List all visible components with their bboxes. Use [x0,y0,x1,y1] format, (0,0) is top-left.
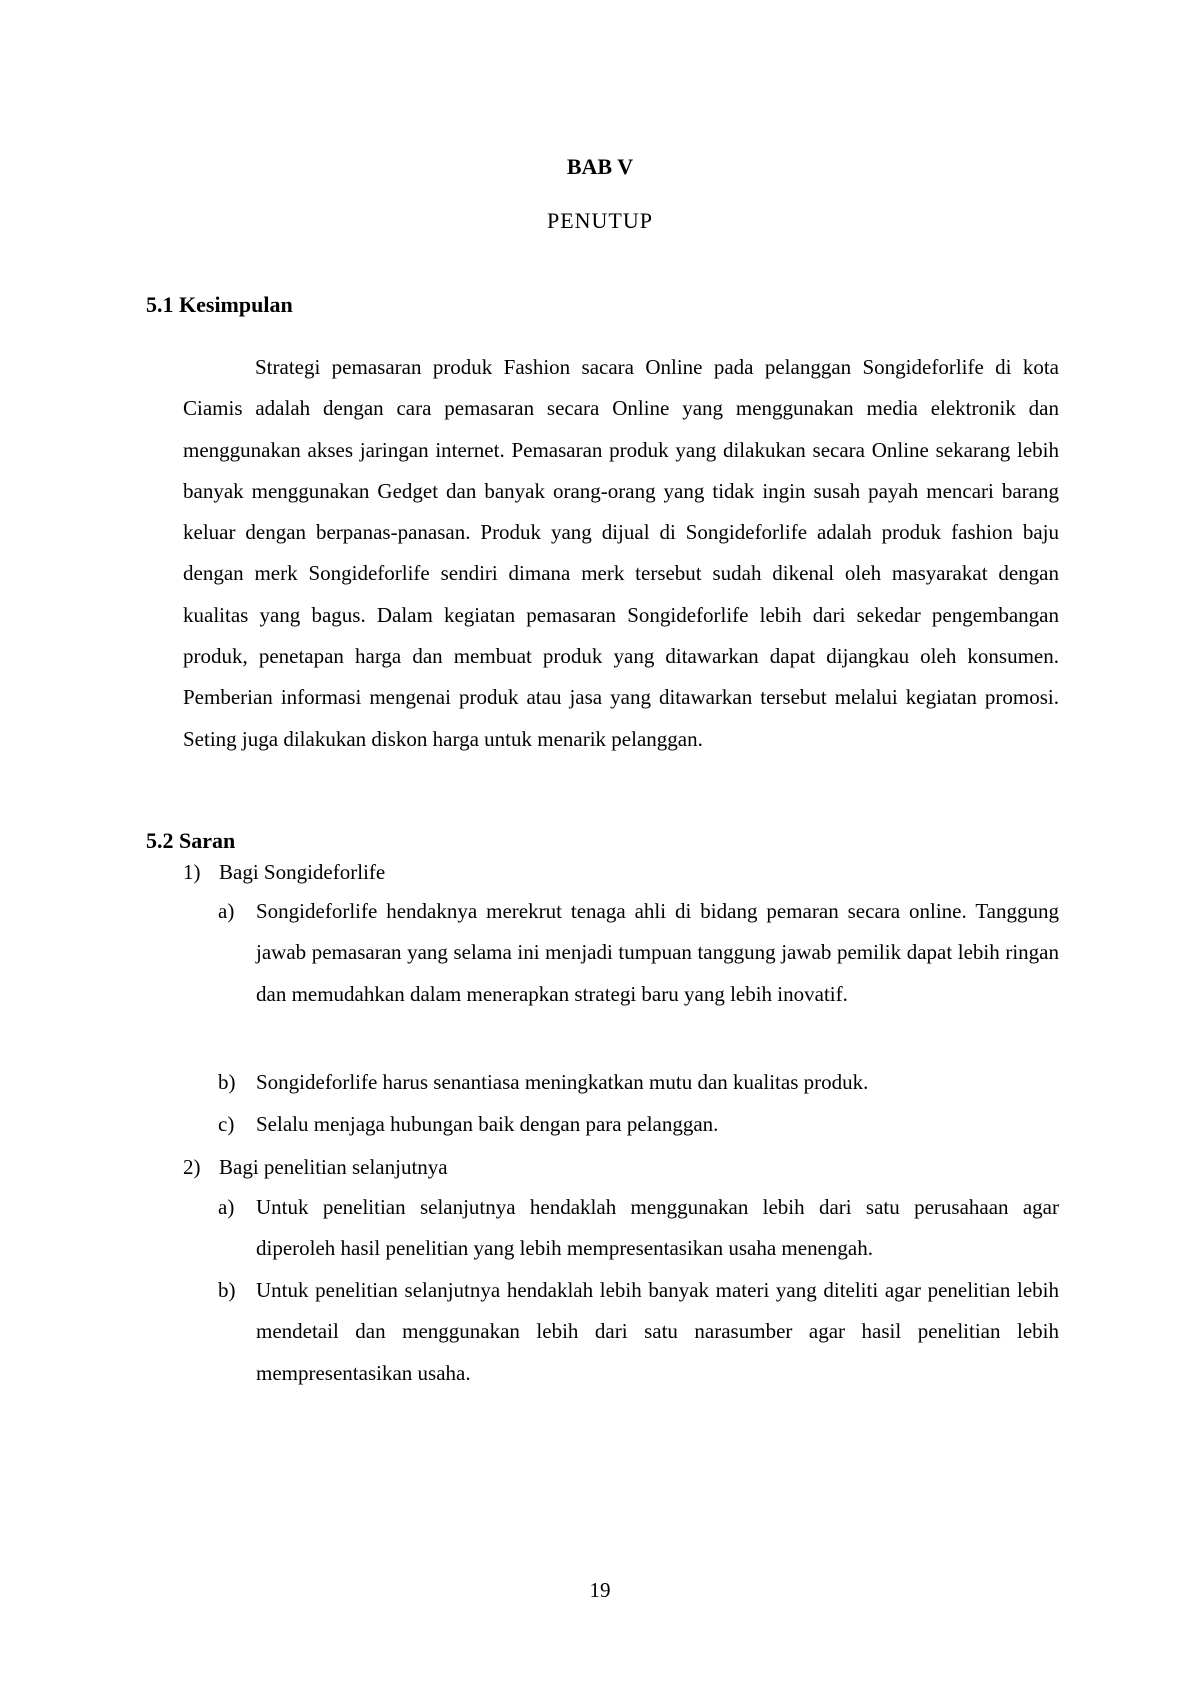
list-item-text: Selalu menjaga hubungan baik dengan para pelanggan. [256,1112,719,1136]
page-number: 19 [589,1578,611,1602]
list-item-text: Untuk penelitian selanjutnya hendaklah menggunakan lebih dari satu perusahaan agar diperoleh hasil penelitian yang lebih mempresentasikan usaha menengah. [256,1195,1059,1261]
section-heading-kesimpulan: 5.1 Kesimpulan [146,292,293,317]
chapter-number: BAB V [566,154,634,179]
section-heading-saran: 5.2 Saran [146,828,236,853]
list-item-label: c) [218,1112,235,1136]
list-item-label: a) [218,1195,235,1219]
list-item [218,1062,1059,1103]
chapter-title: PENUTUP [546,208,653,233]
list-item-label: a) [218,899,235,923]
conclusion-paragraph: Strategi pemasaran produk Fashion sacara Online pada pelanggan Songideforlife di kota Ciamis adalah dengan cara pemasaran secara Online yang menggunakan media elektronik dan menggunakan akses jaringan internet. Pemasaran produk yang dilakukan secara Online sekarang lebih banyak menggunakan Gedget dan banyak orang-orang yang tidak ingin susah payah mencari barang keluar dengan berpanas-panasan. Produk yang dijual di Songideforlife adalah produk fashion baju dengan merk Songideforlife sendiri dimana merk tersebut sudah dikenal oleh masyarakat dengan kualitas yang bagus. Dalam kegiatan pemasaran Songideforlife lebih dari sekedar pengembangan produk, penetapan harga dan membuat produk yang ditawarkan dapat dijangkau oleh konsumen. Pemberian informasi mengenai produk atau jasa yang ditawarkan tersebut melalui kegiatan promosi. Seting juga dilakukan diskon harga untuk menarik pelanggan. [183,355,1059,751]
group-title: Bagi Songideforlife [219,860,386,884]
list-item-label: b) [218,1278,236,1302]
list-item-text: Songideforlife harus senantiasa meningkatkan mutu dan kualitas produk. [256,1070,869,1094]
list-item-text: Untuk penelitian selanjutnya hendaklah lebih banyak materi yang diteliti agar penelitian lebih mendetail dan menggunakan lebih dari satu narasumber agar hasil penelitian lebih mempresentasikan usaha. [256,1278,1059,1385]
group-number: 2) [183,1155,201,1179]
group-title: Bagi penelitian selanjutnya [219,1155,448,1179]
group-number: 1) [183,860,201,884]
list-item-label: b) [218,1070,236,1094]
list-item [218,1187,1059,1270]
list-item [218,1104,1059,1145]
list-item-text: Songideforlife hendaknya merekrut tenaga ahli di bidang pemaran secara online. Tanggung jawab pemasaran yang selama ini menjadi tumpuan tanggung jawab pemilik dapat lebih ringan dan memudahkan dalam menerapkan strategi baru yang lebih inovatif. [256,899,1059,1006]
list-item [218,1270,1059,1394]
list-item [218,891,1059,1015]
